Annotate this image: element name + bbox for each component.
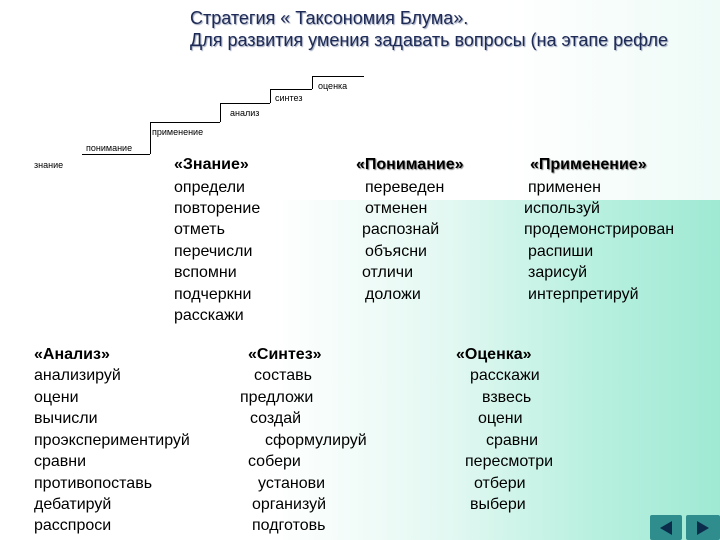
stair-step-line [312, 76, 364, 77]
verb-item: создай [250, 410, 302, 427]
verb-item: вычисли [34, 410, 98, 427]
verb-item: применен [528, 179, 601, 196]
verb-item: дебатируй [34, 496, 112, 513]
stair-level-evaluation: оценка [318, 81, 348, 91]
stair-step-line [150, 122, 220, 123]
verb-item: анализируй [34, 367, 121, 384]
verb-item: установи [258, 475, 326, 492]
verb-item: интерпретируй [528, 286, 639, 303]
verb-item: продемонстрирован [524, 221, 675, 238]
stair-riser-line [150, 122, 151, 154]
verb-item: переведен [365, 179, 445, 196]
verb-item: выбери [470, 496, 526, 513]
verb-item: перечисли [174, 243, 253, 260]
verb-item: используй [524, 200, 600, 217]
verb-item: проэкспериментируй [34, 432, 190, 449]
verb-item: подчеркни [174, 286, 252, 303]
verb-item: объясни [365, 243, 427, 260]
verb-item: распознай [362, 221, 440, 238]
verb-item: оцени [478, 410, 523, 427]
column-heading-synthesis: «Синтез» [248, 346, 322, 363]
column-heading-knowledge: «Знание» [174, 156, 249, 173]
stair-riser-line [220, 103, 221, 122]
stair-level-knowledge: знание [34, 160, 64, 170]
stair-level-synthesis: синтез [275, 93, 303, 103]
verb-item: отбери [474, 475, 526, 492]
slide-title: Стратегия « Таксономия Блума». [190, 8, 469, 28]
verb-item: сравни [486, 432, 539, 449]
verb-item: подготовь [252, 517, 326, 534]
stair-level-analysis: анализ [230, 108, 260, 118]
verb-item: сформулируй [265, 432, 367, 449]
verb-item: повторение [174, 200, 261, 217]
verb-item: предложи [240, 389, 314, 406]
verb-item: пересмотри [465, 453, 554, 470]
stair-step-line [270, 89, 312, 90]
verb-item: собери [248, 453, 301, 470]
stair-step-line [82, 154, 150, 155]
stair-level-application: применение [152, 127, 204, 137]
stair-riser-line [312, 76, 313, 89]
verb-item: противопоставь [34, 475, 153, 492]
verb-item: отметь [174, 221, 225, 238]
next-slide-icon [697, 521, 709, 535]
verb-item: зарисуй [528, 264, 588, 281]
stair-level-understanding: понимание [86, 143, 133, 153]
verb-item: организуй [252, 496, 327, 513]
verb-item: расспроси [34, 517, 112, 534]
verb-item: вспомни [174, 264, 237, 281]
verb-item: распиши [528, 243, 594, 260]
verb-item: взвесь [482, 389, 532, 406]
column-heading-evaluation: «Оценка» [456, 346, 532, 363]
verb-item: доложи [365, 286, 421, 303]
stair-step-line [220, 103, 270, 104]
column-heading-application: «Применение» [530, 156, 647, 173]
column-heading-understanding: «Понимание» [356, 156, 464, 173]
verb-item: определи [174, 179, 245, 196]
verb-item: расскажи [174, 307, 244, 324]
stair-riser-line [270, 89, 271, 103]
verb-item: оцени [34, 389, 79, 406]
slide-subtitle: Для развития умения задавать вопросы (на этапе рефле [190, 30, 669, 50]
verb-item: отличи [362, 264, 414, 281]
previous-slide-button[interactable] [650, 515, 682, 540]
column-heading-analysis: «Анализ» [34, 346, 110, 363]
verb-item: расскажи [470, 367, 540, 384]
verb-item: составь [254, 367, 312, 384]
previous-slide-icon [660, 521, 672, 535]
verb-item: сравни [34, 453, 87, 470]
verb-item: отменен [365, 200, 428, 217]
next-slide-button[interactable] [686, 515, 720, 540]
